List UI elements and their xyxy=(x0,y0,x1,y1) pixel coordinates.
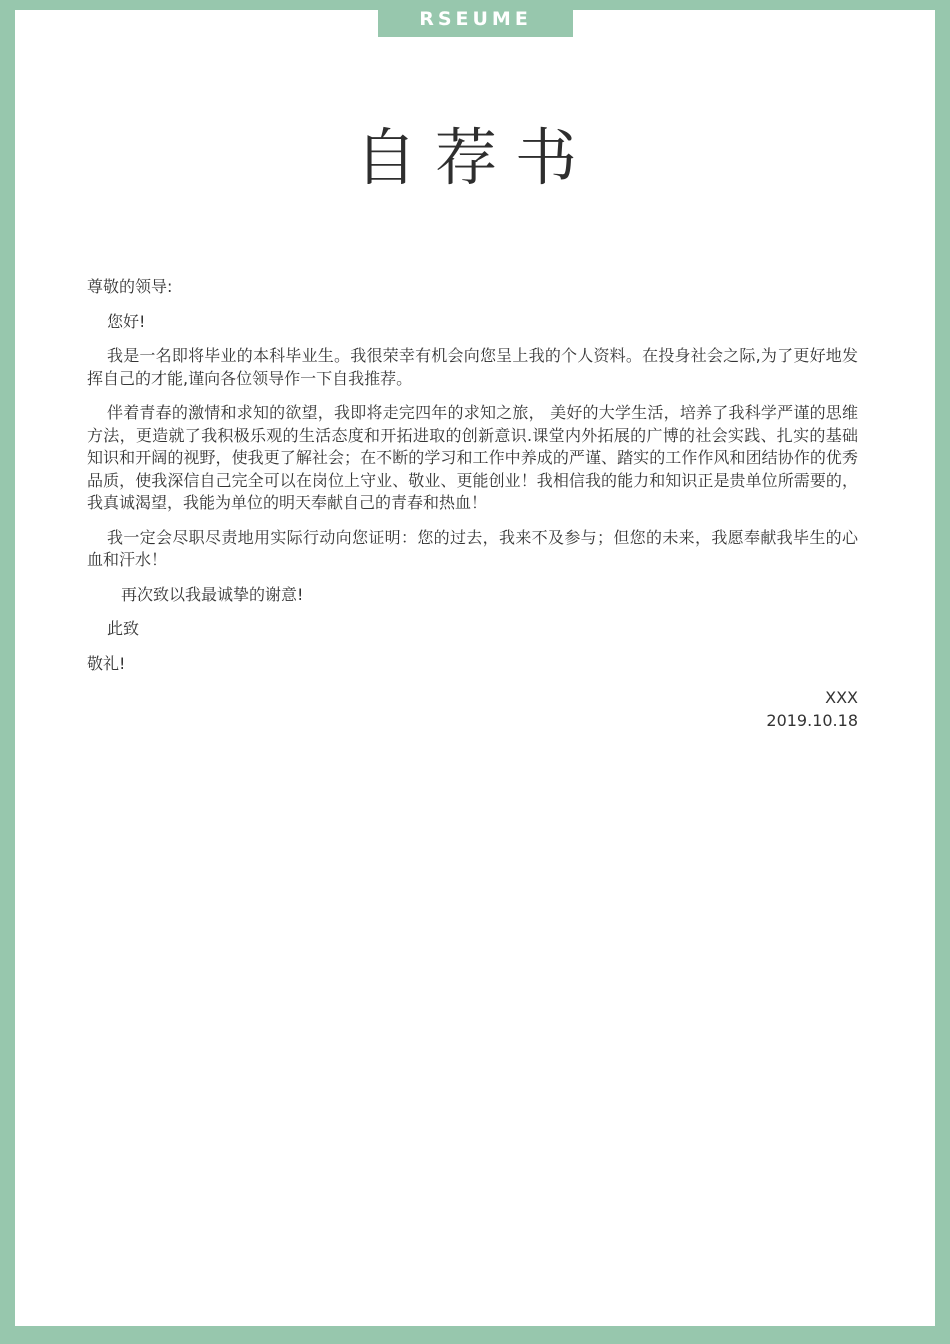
signature-name: XXX xyxy=(825,688,858,707)
paragraph-intro: 我是一名即将毕业的本科毕业生。我很荣幸有机会向您呈上我的个人资料。在投身社会之际,为了更好地发挥自己的才能,谨向各位领导作一下自我推荐。 xyxy=(87,346,858,388)
header-tab: RSEUME xyxy=(378,0,573,37)
letter-body xyxy=(87,276,858,732)
document-title: 自荐书 xyxy=(354,121,595,194)
thanks-line: 再次致以我最诚挚的谢意! xyxy=(121,584,304,604)
signature-date: 2019.10.18 xyxy=(766,710,858,730)
salutation: 尊敬的领导: xyxy=(87,277,173,296)
paragraph-experience: 伴着青春的激情和求知的欲望，我即将走完四年的求知之旅， 美好的大学生活，培养了我科学严谨的思维方法，更造就了我积极乐观的生活态度和开拓进取的创新意识.课堂内外拓展的广博的社会实践、扎实的基础知识和开阔的视野，使我更了解社会；在不断的学习和工作中养成的严谨、踏实的工作作风和团结协作的优秀品质，使我深信自己完全可以在岗位上守业、敬业、更能创业！我相信我的能力和知识正是贵单位所需要的，我真诚渴望，我能为单位的明天奉献自己的青春和热血！ xyxy=(87,403,858,512)
greeting: 您好! xyxy=(107,311,146,331)
closing-line-2: 敬礼! xyxy=(87,653,126,673)
signature-block xyxy=(87,687,858,732)
closing-line-1: 此致 xyxy=(107,619,140,638)
paragraph-commitment: 我一定会尽职尽责地用实际行动向您证明：您的过去，我来不及参与；但您的未来，我愿奉献我毕生的心血和汗水！ xyxy=(87,527,858,569)
